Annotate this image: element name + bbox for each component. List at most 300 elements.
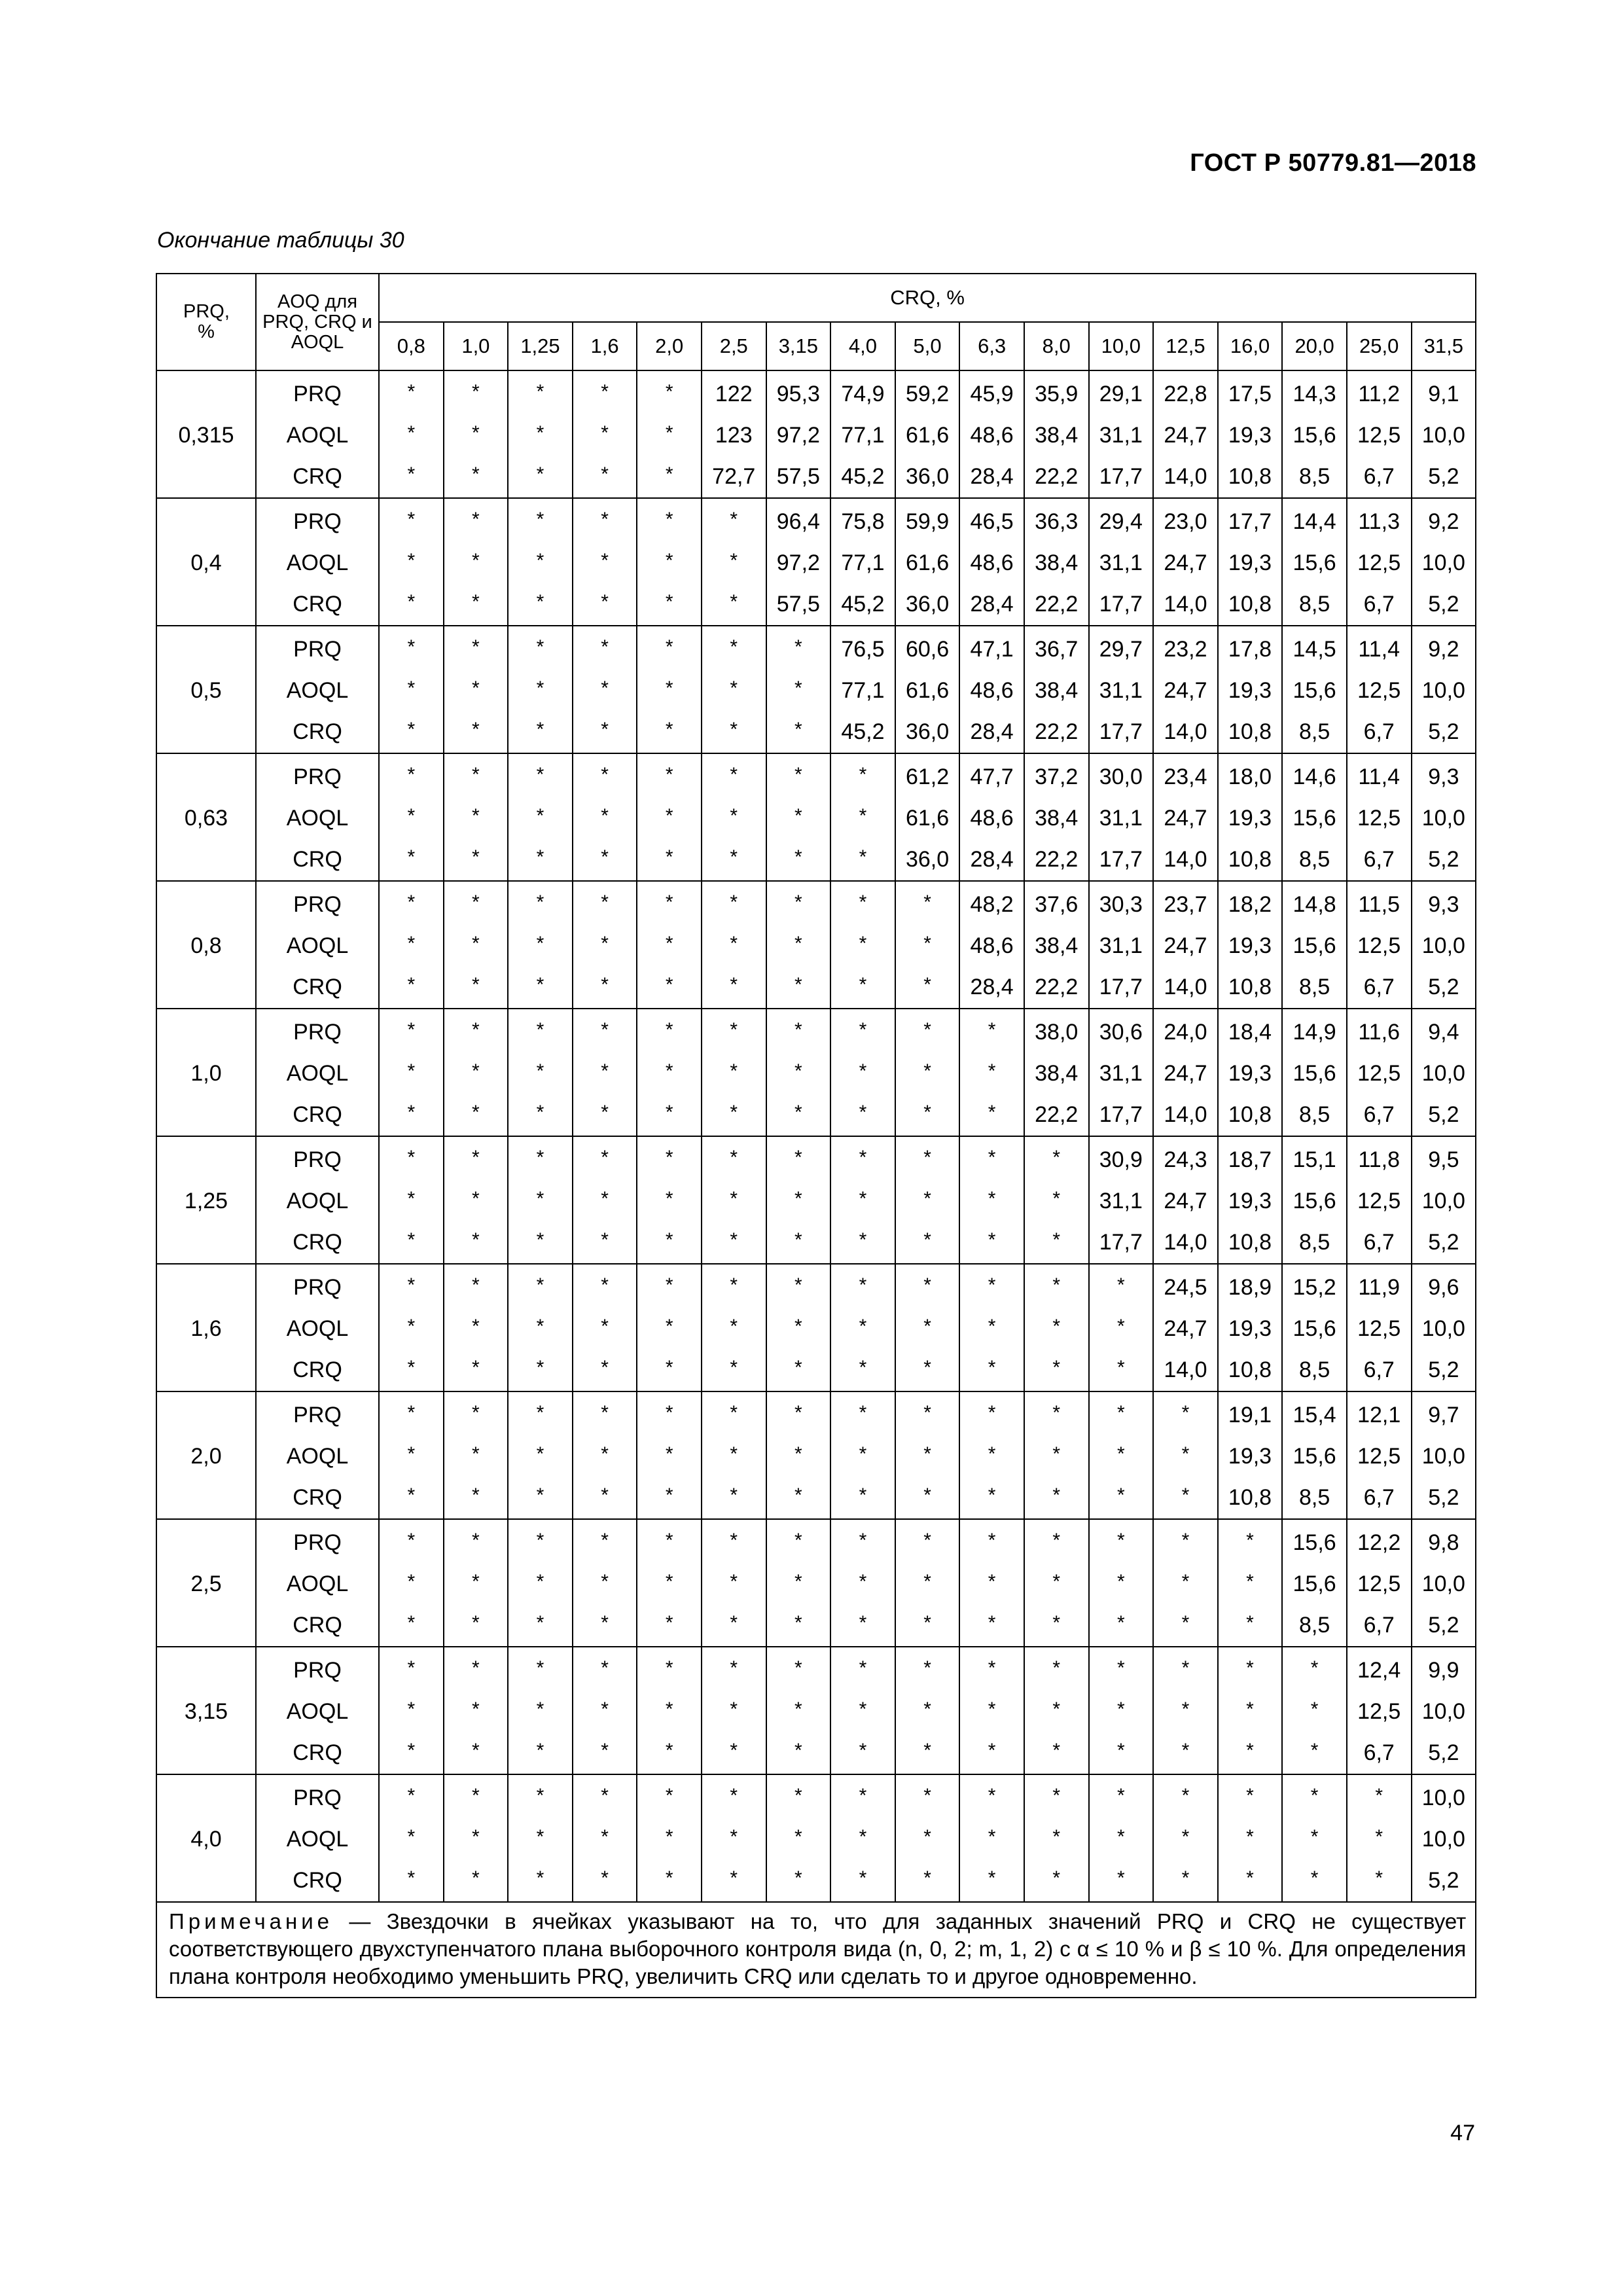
value-cell: 28,4	[959, 839, 1024, 881]
value-cell: *	[444, 1730, 508, 1772]
table-row	[156, 415, 1476, 456]
value-cell: *	[508, 1347, 573, 1389]
value-cell: 9,5	[1412, 1136, 1476, 1181]
value-cell: *	[1024, 1347, 1089, 1389]
value-cell: 5,2	[1412, 1605, 1476, 1647]
value-cell: *	[637, 709, 702, 751]
value-cell: *	[702, 1516, 766, 1561]
value-cell: 77,1	[830, 670, 895, 711]
row-label-cell: AOQL	[256, 1436, 379, 1477]
value-cell: 38,4	[1024, 543, 1089, 584]
row-label-cell: CRQ	[256, 584, 379, 626]
value-cell: *	[895, 923, 960, 964]
value-cell: *	[379, 1602, 444, 1644]
value-cell: *	[444, 540, 508, 581]
value-cell: *	[637, 1092, 702, 1134]
value-cell: *	[379, 923, 444, 964]
value-cell: *	[766, 836, 831, 878]
value-cell: *	[444, 1261, 508, 1306]
value-cell: *	[444, 623, 508, 668]
value-cell: *	[573, 1772, 637, 1816]
value-cell: *	[637, 1178, 702, 1219]
value-cell: *	[766, 1050, 831, 1092]
value-cell: 19,3	[1218, 925, 1283, 967]
value-cell: *	[508, 581, 573, 623]
value-cell: 23,4	[1153, 753, 1218, 798]
value-cell: *	[508, 1772, 573, 1816]
row-label-cell: AOQL	[256, 925, 379, 967]
row-label-cell: CRQ	[256, 1094, 379, 1136]
value-cell: *	[830, 795, 895, 836]
value-cell: 10,8	[1218, 711, 1283, 753]
value-cell: 37,6	[1024, 881, 1089, 925]
value-cell: *	[379, 412, 444, 454]
value-cell: *	[379, 668, 444, 709]
value-cell: 10,8	[1218, 967, 1283, 1009]
value-cell: 5,2	[1412, 1477, 1476, 1519]
value-cell: *	[895, 1134, 960, 1178]
row-label-cell: CRQ	[256, 1350, 379, 1391]
value-cell: 15,6	[1282, 798, 1347, 839]
value-cell: *	[895, 1602, 960, 1644]
value-cell: *	[1089, 1602, 1154, 1644]
value-cell: *	[895, 1006, 960, 1050]
value-cell: *	[573, 751, 637, 795]
value-cell: *	[508, 1644, 573, 1689]
value-cell: 12,5	[1347, 543, 1412, 584]
table-row	[156, 1350, 1476, 1391]
value-cell: 11,3	[1347, 498, 1412, 543]
value-cell: *	[637, 454, 702, 495]
value-cell: *	[573, 1857, 637, 1899]
value-cell: 14,0	[1153, 967, 1218, 1009]
value-cell: *	[766, 923, 831, 964]
value-cell: 17,7	[1089, 839, 1154, 881]
value-cell: *	[637, 1730, 702, 1772]
value-cell: *	[766, 668, 831, 709]
value-cell: *	[444, 1689, 508, 1730]
value-cell: *	[379, 964, 444, 1006]
table-row	[156, 1009, 1476, 1053]
value-cell: *	[379, 795, 444, 836]
value-cell: *	[573, 540, 637, 581]
value-cell: *	[1153, 1475, 1218, 1516]
value-cell: *	[508, 836, 573, 878]
value-cell: *	[895, 1772, 960, 1816]
table-row	[156, 1181, 1476, 1222]
prq-column-header-text: PRQ, %	[183, 301, 230, 342]
row-label-cell: CRQ	[256, 711, 379, 753]
value-cell: 10,0	[1412, 670, 1476, 711]
value-cell: 15,4	[1282, 1391, 1347, 1436]
value-cell: *	[895, 1261, 960, 1306]
value-cell: *	[379, 1857, 444, 1899]
value-cell: 10,0	[1412, 798, 1476, 839]
value-cell: 12,5	[1347, 1053, 1412, 1094]
value-cell: *	[766, 1006, 831, 1050]
value-cell: 47,1	[959, 626, 1024, 670]
value-cell: *	[702, 709, 766, 751]
value-cell: 11,9	[1347, 1264, 1412, 1308]
value-cell: *	[573, 923, 637, 964]
value-cell: 9,6	[1412, 1264, 1476, 1308]
value-cell: *	[702, 1730, 766, 1772]
value-cell: *	[766, 1347, 831, 1389]
value-cell: 22,2	[1024, 1094, 1089, 1136]
value-cell: *	[637, 1857, 702, 1899]
value-cell: *	[959, 1347, 1024, 1389]
value-cell: *	[766, 1092, 831, 1134]
value-cell: 17,7	[1089, 456, 1154, 498]
value-cell: *	[1153, 1602, 1218, 1644]
value-cell: 12,5	[1347, 1308, 1412, 1350]
value-cell: *	[959, 1689, 1024, 1730]
value-cell: 28,4	[959, 456, 1024, 498]
value-cell: 10,0	[1412, 1564, 1476, 1605]
value-cell: *	[573, 1347, 637, 1389]
crq-value-header: 12,5	[1153, 322, 1218, 370]
value-cell: *	[444, 1389, 508, 1433]
value-cell: *	[508, 623, 573, 668]
value-cell: 19,3	[1218, 543, 1283, 584]
value-cell: *	[1153, 1689, 1218, 1730]
value-cell: *	[702, 1306, 766, 1347]
value-cell: 5,2	[1412, 1094, 1476, 1136]
value-cell: 19,3	[1218, 798, 1283, 839]
value-cell: *	[1218, 1816, 1283, 1857]
value-cell: *	[508, 1816, 573, 1857]
value-cell: 31,1	[1089, 670, 1154, 711]
value-cell: *	[1282, 1816, 1347, 1857]
value-cell: *	[895, 1644, 960, 1689]
value-cell: 10,0	[1412, 1436, 1476, 1477]
value-cell: 75,8	[830, 498, 895, 543]
value-cell: *	[766, 1602, 831, 1644]
row-label-cell: AOQL	[256, 1819, 379, 1860]
value-cell: *	[508, 668, 573, 709]
value-cell: *	[702, 795, 766, 836]
value-cell: *	[444, 1475, 508, 1516]
value-cell: *	[830, 1433, 895, 1475]
value-cell: 46,5	[959, 498, 1024, 543]
value-cell: *	[444, 1857, 508, 1899]
value-cell: *	[379, 1730, 444, 1772]
row-label-cell: PRQ	[256, 1647, 379, 1691]
value-cell: *	[637, 1219, 702, 1261]
value-cell: 95,3	[766, 370, 831, 415]
value-cell: 6,7	[1347, 839, 1412, 881]
table-row	[156, 456, 1476, 498]
value-cell: 61,6	[895, 543, 960, 584]
table-row	[156, 1691, 1476, 1732]
value-cell: *	[379, 623, 444, 668]
value-cell: 9,2	[1412, 498, 1476, 543]
value-cell: *	[508, 1219, 573, 1261]
note-label: Примечание	[169, 1909, 334, 1933]
value-cell: *	[508, 1475, 573, 1516]
value-cell: *	[1024, 1134, 1089, 1178]
value-cell: 36,3	[1024, 498, 1089, 543]
value-cell: *	[573, 1261, 637, 1306]
value-cell: *	[959, 1261, 1024, 1306]
crq-value-header: 3,15	[766, 322, 831, 370]
value-cell: *	[1282, 1689, 1347, 1730]
value-cell: *	[508, 878, 573, 923]
value-cell: *	[573, 878, 637, 923]
value-cell: *	[766, 964, 831, 1006]
value-cell: 24,7	[1153, 798, 1218, 839]
value-cell: *	[702, 964, 766, 1006]
value-cell: *	[1024, 1389, 1089, 1433]
value-cell: 8,5	[1282, 1222, 1347, 1264]
value-cell: 24,7	[1153, 670, 1218, 711]
value-cell: *	[1089, 1516, 1154, 1561]
value-cell: 31,1	[1089, 415, 1154, 456]
value-cell: 122	[702, 370, 766, 415]
table-row	[156, 1860, 1476, 1902]
value-cell: *	[508, 1178, 573, 1219]
value-cell: *	[1153, 1816, 1218, 1857]
value-cell: *	[1153, 1389, 1218, 1433]
value-cell: *	[637, 1516, 702, 1561]
value-cell: 77,1	[830, 543, 895, 584]
value-cell: *	[959, 1219, 1024, 1261]
value-cell: *	[895, 1050, 960, 1092]
value-cell: *	[1024, 1602, 1089, 1644]
row-label-cell: CRQ	[256, 1477, 379, 1519]
value-cell: 6,7	[1347, 1222, 1412, 1264]
value-cell: *	[1218, 1561, 1283, 1602]
value-cell: *	[766, 795, 831, 836]
value-cell: *	[1347, 1772, 1412, 1816]
table-row	[156, 1308, 1476, 1350]
value-cell: 24,7	[1153, 415, 1218, 456]
value-cell: 10,8	[1218, 1477, 1283, 1519]
value-cell: 22,2	[1024, 456, 1089, 498]
value-cell: *	[1218, 1857, 1283, 1899]
table-row	[156, 925, 1476, 967]
value-cell: *	[444, 751, 508, 795]
value-cell: *	[444, 1006, 508, 1050]
crq-value-header: 8,0	[1024, 322, 1089, 370]
value-cell: *	[895, 1857, 960, 1899]
value-cell: 12,4	[1347, 1647, 1412, 1691]
value-cell: 10,0	[1412, 1308, 1476, 1350]
value-cell: *	[573, 1561, 637, 1602]
value-cell: *	[573, 1730, 637, 1772]
row-label-cell: PRQ	[256, 1519, 379, 1564]
row-label-cell: CRQ	[256, 967, 379, 1009]
value-cell: *	[444, 1092, 508, 1134]
value-cell: 10,8	[1218, 1094, 1283, 1136]
value-cell: *	[702, 1006, 766, 1050]
value-cell: 19,3	[1218, 1436, 1283, 1477]
row-label-cell: AOQL	[256, 670, 379, 711]
value-cell: *	[830, 1261, 895, 1306]
value-cell: *	[508, 1092, 573, 1134]
value-cell: 12,5	[1347, 1436, 1412, 1477]
value-cell: 6,7	[1347, 711, 1412, 753]
value-cell: *	[637, 495, 702, 540]
value-cell: *	[1024, 1816, 1089, 1857]
prq-value-cell: 4,0	[156, 1774, 256, 1902]
value-cell: *	[637, 1689, 702, 1730]
value-cell: *	[895, 1475, 960, 1516]
value-cell: *	[637, 1475, 702, 1516]
value-cell: *	[637, 540, 702, 581]
value-cell: *	[379, 1092, 444, 1134]
value-cell: *	[1153, 1772, 1218, 1816]
value-cell: 6,7	[1347, 967, 1412, 1009]
value-cell: *	[573, 1475, 637, 1516]
value-cell: *	[637, 1602, 702, 1644]
value-cell: *	[895, 1389, 960, 1433]
table-row	[156, 626, 1476, 670]
value-cell: *	[379, 1389, 444, 1433]
value-cell: *	[1089, 1561, 1154, 1602]
value-cell: 36,0	[895, 456, 960, 498]
value-cell: *	[1089, 1261, 1154, 1306]
value-cell: *	[702, 878, 766, 923]
row-label-cell: PRQ	[256, 1136, 379, 1181]
value-cell: *	[508, 1006, 573, 1050]
value-cell: *	[444, 1516, 508, 1561]
value-cell: *	[508, 1050, 573, 1092]
value-cell: *	[702, 1644, 766, 1689]
value-cell: 9,3	[1412, 753, 1476, 798]
value-cell: *	[1024, 1306, 1089, 1347]
value-cell: *	[1089, 1689, 1154, 1730]
value-cell: 11,5	[1347, 881, 1412, 925]
crq-value-header: 16,0	[1218, 322, 1283, 370]
crq-value-header: 31,5	[1412, 322, 1476, 370]
value-cell: *	[1024, 1219, 1089, 1261]
crq-value-header: 2,0	[637, 322, 702, 370]
value-cell: 76,5	[830, 626, 895, 670]
value-cell: *	[379, 540, 444, 581]
value-cell: *	[1347, 1857, 1412, 1899]
value-cell: 22,8	[1153, 370, 1218, 415]
value-cell: *	[766, 623, 831, 668]
value-cell: 15,6	[1282, 1519, 1347, 1564]
value-cell: *	[573, 1689, 637, 1730]
value-cell: *	[895, 1730, 960, 1772]
value-cell: 5,2	[1412, 839, 1476, 881]
value-cell: *	[508, 1561, 573, 1602]
value-cell: *	[573, 1816, 637, 1857]
row-label-cell: PRQ	[256, 498, 379, 543]
value-cell: 9,9	[1412, 1647, 1476, 1691]
value-cell: *	[766, 878, 831, 923]
value-cell: *	[959, 1134, 1024, 1178]
value-cell: 14,0	[1153, 711, 1218, 753]
value-cell: *	[1153, 1644, 1218, 1689]
prq-value-cell: 1,6	[156, 1264, 256, 1391]
value-cell: 14,0	[1153, 584, 1218, 626]
value-cell: 17,7	[1089, 1094, 1154, 1136]
value-cell: *	[766, 751, 831, 795]
value-cell: 12,5	[1347, 670, 1412, 711]
value-cell: *	[444, 795, 508, 836]
value-cell: 8,5	[1282, 1350, 1347, 1391]
value-cell: *	[637, 1644, 702, 1689]
value-cell: 19,3	[1218, 1181, 1283, 1222]
value-cell: *	[637, 795, 702, 836]
value-cell: *	[444, 495, 508, 540]
value-cell: *	[959, 1433, 1024, 1475]
value-cell: 74,9	[830, 370, 895, 415]
value-cell: 10,0	[1412, 1774, 1476, 1819]
value-cell: 9,3	[1412, 881, 1476, 925]
value-cell: *	[444, 1178, 508, 1219]
value-cell: *	[573, 1050, 637, 1092]
value-cell: *	[1282, 1644, 1347, 1689]
value-cell: 15,6	[1282, 925, 1347, 967]
value-cell: *	[895, 1219, 960, 1261]
value-cell: 14,8	[1282, 881, 1347, 925]
value-cell: *	[895, 1689, 960, 1730]
table-row	[156, 370, 1476, 415]
value-cell: 61,6	[895, 798, 960, 839]
value-cell: *	[444, 1816, 508, 1857]
value-cell: *	[444, 1433, 508, 1475]
value-cell: *	[379, 1006, 444, 1050]
value-cell: 38,4	[1024, 925, 1089, 967]
value-cell: *	[379, 878, 444, 923]
value-cell: *	[379, 1050, 444, 1092]
value-cell: 48,6	[959, 670, 1024, 711]
value-cell: 17,8	[1218, 626, 1283, 670]
value-cell: 5,2	[1412, 1222, 1476, 1264]
value-cell: *	[1218, 1602, 1283, 1644]
value-cell: *	[830, 964, 895, 1006]
value-cell: *	[379, 495, 444, 540]
value-cell: 31,1	[1089, 798, 1154, 839]
value-cell: *	[959, 1178, 1024, 1219]
value-cell: *	[830, 836, 895, 878]
value-cell: 14,0	[1153, 1094, 1218, 1136]
value-cell: *	[1089, 1475, 1154, 1516]
value-cell: *	[637, 923, 702, 964]
value-cell: *	[959, 1816, 1024, 1857]
value-cell: *	[702, 1347, 766, 1389]
value-cell: 59,2	[895, 370, 960, 415]
value-cell: 24,7	[1153, 1181, 1218, 1222]
table-row	[156, 498, 1476, 543]
value-cell: 35,9	[1024, 370, 1089, 415]
value-cell: *	[702, 923, 766, 964]
value-cell: 12,5	[1347, 798, 1412, 839]
value-cell: *	[1024, 1857, 1089, 1899]
row-label-cell: PRQ	[256, 1774, 379, 1819]
value-cell: 14,0	[1153, 1222, 1218, 1264]
value-cell: *	[379, 1134, 444, 1178]
value-cell: *	[508, 1433, 573, 1475]
value-cell: 8,5	[1282, 1477, 1347, 1519]
value-cell: 6,7	[1347, 584, 1412, 626]
value-cell: *	[379, 1689, 444, 1730]
value-cell: *	[702, 1050, 766, 1092]
crq-value-header: 20,0	[1282, 322, 1347, 370]
value-cell: *	[508, 923, 573, 964]
value-cell: *	[573, 1389, 637, 1433]
value-cell: 24,7	[1153, 543, 1218, 584]
prq-value-cell: 0,8	[156, 881, 256, 1009]
value-cell: *	[959, 1772, 1024, 1816]
value-cell: *	[637, 1347, 702, 1389]
value-cell: *	[1153, 1561, 1218, 1602]
value-cell: *	[1024, 1475, 1089, 1516]
